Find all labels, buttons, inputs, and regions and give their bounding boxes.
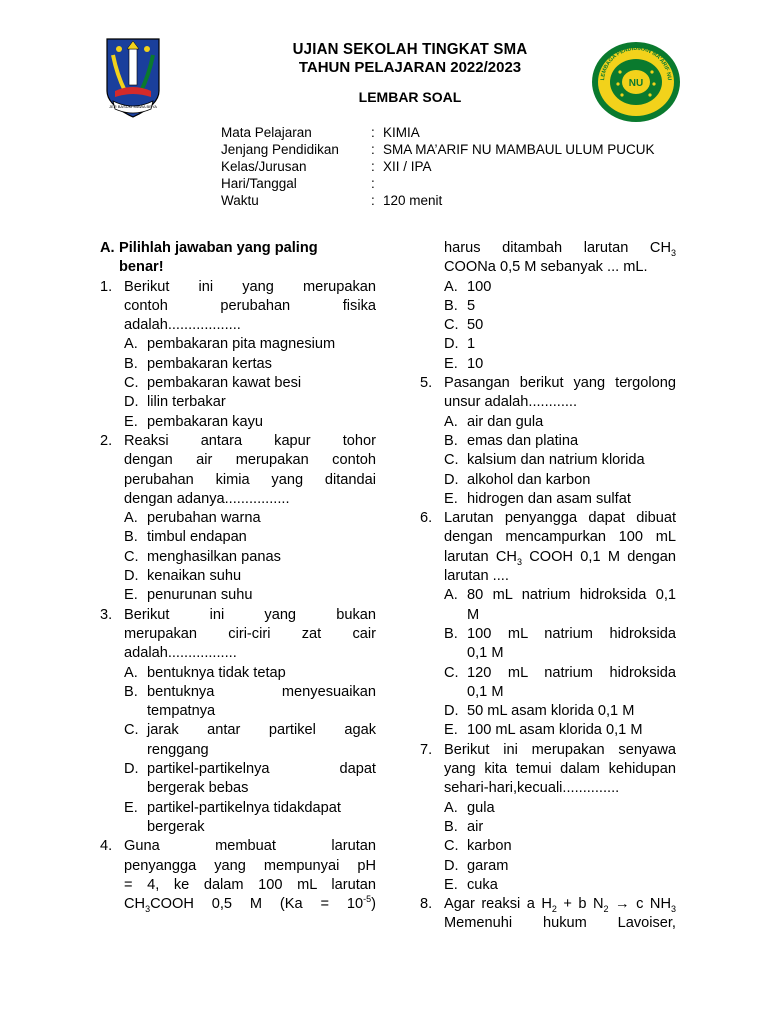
sheet-title: LEMBAR SOAL xyxy=(358,89,462,105)
option-letter: C. xyxy=(444,317,459,334)
info-colon: : xyxy=(371,159,375,174)
option-letter: B. xyxy=(444,818,458,835)
option xyxy=(444,702,676,721)
formula-part: COOH 0,5 M (Ka = 10 xyxy=(150,896,364,913)
option-text: bergerak bebas xyxy=(147,780,249,797)
question-number: 7. xyxy=(420,741,433,758)
question-line: dengan adanya................ xyxy=(124,490,290,507)
exam-info xyxy=(221,124,655,209)
option-text: gula xyxy=(467,799,495,816)
subscript: 3 xyxy=(145,904,151,914)
question-4-continued xyxy=(420,239,676,374)
question-line: merupakan ciri-ciri zat cair xyxy=(124,625,376,642)
option-text: cuka xyxy=(467,876,498,893)
subscript: 2 xyxy=(603,904,609,914)
question-line: penyangga yang mempunyai pH xyxy=(124,857,376,874)
option xyxy=(124,335,376,354)
info-row-time xyxy=(221,192,655,209)
option-letter: E. xyxy=(444,876,458,893)
question-line: unsur adalah............ xyxy=(444,394,578,411)
question-line: contoh perubahan fisika xyxy=(124,297,376,314)
option xyxy=(444,721,676,740)
formula-part: harus ditambah larutan CH xyxy=(444,240,671,256)
question-number: 8. xyxy=(420,896,433,913)
question-line: Berikut ini yang bukan xyxy=(124,606,376,623)
option-letter: D. xyxy=(124,761,139,778)
question-2 xyxy=(100,432,376,606)
question-line: yang kita temui dalam kehidupan xyxy=(444,761,676,778)
option xyxy=(444,278,676,297)
option xyxy=(444,818,676,837)
option xyxy=(444,355,676,374)
question-line: Pasangan berikut yang tergolong xyxy=(444,375,676,392)
option-text: pembakaran kayu xyxy=(147,413,264,430)
option xyxy=(444,316,676,335)
option xyxy=(444,625,676,664)
info-row-class xyxy=(221,158,655,175)
formula-part: ) xyxy=(371,896,376,913)
info-row-level xyxy=(221,141,655,158)
formula-part: larutan CH xyxy=(444,548,517,565)
question-line: dengan air merupakan contoh xyxy=(124,452,376,469)
option-text: 80 mL natrium hidroksida 0,1 xyxy=(467,587,676,604)
option-text: kalsium dan natrium klorida xyxy=(467,452,645,469)
info-row-subject xyxy=(221,124,655,141)
question-8 xyxy=(420,895,676,934)
right-column xyxy=(420,239,676,934)
option-letter: D. xyxy=(124,394,139,411)
question-line: sehari-hari,kecuali.............. xyxy=(444,780,620,797)
formula-part: COOH 0,1 M dengan xyxy=(521,548,676,565)
option-text: jarak antar partikel agak xyxy=(147,722,376,739)
option xyxy=(444,471,676,490)
question-6 xyxy=(420,509,676,741)
question-4 xyxy=(100,837,376,914)
subscript: 3 xyxy=(516,556,522,567)
formula-part: Agar reaksi a H xyxy=(444,896,552,913)
option-letter: C. xyxy=(444,664,459,681)
option xyxy=(124,393,376,412)
info-value: XII / IPA xyxy=(383,159,432,174)
option-letter: E. xyxy=(124,799,138,816)
option-text: emas dan platina xyxy=(467,432,579,449)
question-line: perubahan kimia yang ditandai xyxy=(124,471,376,488)
subscript: 3 xyxy=(671,904,677,914)
option-letter: A. xyxy=(124,336,138,353)
option xyxy=(444,857,676,876)
question-line: Berikut ini merupakan senyawa xyxy=(444,741,676,758)
option xyxy=(124,355,376,374)
option-text: 1 xyxy=(467,336,476,353)
info-value: SMA MA’ARIF NU MAMBAUL ULUM PUCUK xyxy=(383,142,655,157)
question-line: adalah................. xyxy=(124,645,237,662)
option-text: bentuknya menyesuaikan xyxy=(147,683,376,700)
option xyxy=(124,586,376,605)
option-letter: A. xyxy=(444,278,458,295)
option xyxy=(444,664,676,703)
option-letter: E. xyxy=(444,355,458,372)
section-heading xyxy=(100,239,376,278)
option xyxy=(444,335,676,354)
option xyxy=(124,509,376,528)
question-line: adalah.................. xyxy=(124,317,241,334)
question-line xyxy=(124,895,376,914)
question-5 xyxy=(420,374,676,509)
info-colon: : xyxy=(371,193,375,208)
option-letter: C. xyxy=(444,452,459,469)
question-line: Reaksi antara kapur tohor xyxy=(124,432,376,449)
info-label: Hari/Tanggal xyxy=(221,176,297,191)
option-letter: D. xyxy=(444,336,459,353)
option-text: 50 xyxy=(467,317,484,334)
subscript: 2 xyxy=(551,904,557,914)
reaction-arrow-icon: → xyxy=(615,896,630,913)
question-number: 6. xyxy=(420,510,433,527)
option-text: lilin terbakar xyxy=(147,394,226,411)
option-text: M xyxy=(467,606,480,623)
option xyxy=(444,837,676,856)
option-text: air dan gula xyxy=(467,413,544,430)
option-letter: B. xyxy=(444,625,458,642)
option xyxy=(444,490,676,509)
question-line xyxy=(444,548,676,567)
option xyxy=(124,413,376,432)
option-text: timbul endapan xyxy=(147,529,247,546)
option-text: partikel-partikelnya dapat xyxy=(147,761,376,778)
option xyxy=(444,451,676,470)
option xyxy=(444,297,676,316)
option-text: tempatnya xyxy=(147,703,216,720)
maarif-nu-emblem-logo xyxy=(590,40,682,124)
option-text: penurunan suhu xyxy=(147,587,253,604)
option xyxy=(444,876,676,895)
option-text: garam xyxy=(467,857,509,874)
option-letter: A. xyxy=(444,799,458,816)
question-line: COONa 0,5 M sebanyak ... mL. xyxy=(444,259,648,276)
option-text: hidrogen dan asam sulfat xyxy=(467,490,631,507)
question-3 xyxy=(100,606,376,838)
option-text: karbon xyxy=(467,838,512,855)
option xyxy=(444,586,676,625)
option-text: pembakaran pita magnesium xyxy=(147,336,336,353)
formula-part: c NH xyxy=(629,896,671,913)
option xyxy=(124,760,376,799)
option xyxy=(124,683,376,722)
option-letter: C. xyxy=(124,548,139,565)
option-letter: E. xyxy=(444,490,458,507)
option-text: perubahan warna xyxy=(147,510,261,527)
option xyxy=(124,528,376,547)
option-text: menghasilkan panas xyxy=(147,548,281,565)
option xyxy=(124,374,376,393)
option xyxy=(444,432,676,451)
crest-motto: JER BASUKI MAWA BEYA xyxy=(109,104,157,109)
question-line xyxy=(444,239,676,258)
section-instruction-line: benar! xyxy=(119,259,164,276)
section-instruction-line: Pilihlah jawaban yang paling xyxy=(119,240,318,256)
option xyxy=(124,799,376,838)
option-letter: D. xyxy=(444,857,459,874)
option-text: renggang xyxy=(147,741,209,758)
info-label: Waktu xyxy=(221,193,259,208)
academic-year: TAHUN PELAJARAN 2022/2023 xyxy=(298,59,522,76)
option-text: bergerak xyxy=(147,818,205,835)
superscript: -5 xyxy=(363,894,372,905)
question-number: 4. xyxy=(100,838,113,855)
formula-part: + b N xyxy=(556,896,604,913)
formula-part: CH xyxy=(124,896,146,913)
option xyxy=(124,548,376,567)
question-line xyxy=(444,895,676,914)
option xyxy=(124,721,376,760)
question-number: 2. xyxy=(100,432,113,449)
info-colon: : xyxy=(371,142,375,157)
option-letter: E. xyxy=(444,722,458,739)
option-letter: E. xyxy=(124,413,138,430)
question-line: dengan mencampurkan 100 mL xyxy=(444,529,676,546)
option-text: 100 mL natrium hidroksida xyxy=(467,625,676,642)
question-number: 5. xyxy=(420,375,433,392)
emblem-center-text: NU xyxy=(628,78,644,89)
option-letter: B. xyxy=(444,432,458,449)
section-letter: A. xyxy=(100,240,115,256)
info-value: KIMIA xyxy=(383,125,420,140)
option-letter: C. xyxy=(124,722,139,739)
question-line: Berikut ini yang merupakan xyxy=(124,278,376,295)
info-colon: : xyxy=(371,125,375,140)
info-label: Kelas/Jurusan xyxy=(221,159,307,174)
option xyxy=(444,413,676,432)
option xyxy=(444,799,676,818)
option xyxy=(124,567,376,586)
option-letter: A. xyxy=(124,510,138,527)
info-label: Mata Pelajaran xyxy=(221,125,312,140)
option-letter: D. xyxy=(124,568,139,585)
question-number: 3. xyxy=(100,606,113,623)
question-line: larutan .... xyxy=(444,568,509,585)
option-letter: D. xyxy=(444,703,459,720)
question-number: 1. xyxy=(100,278,113,295)
info-colon: : xyxy=(371,176,375,191)
question-1 xyxy=(100,278,376,432)
question-line: Memenuhi hukum Lavoiser, xyxy=(444,915,676,932)
option-letter: B. xyxy=(124,355,138,372)
exam-title: UJIAN SEKOLAH TINGKAT SMA xyxy=(292,40,528,59)
option-letter: A. xyxy=(444,587,458,604)
option-letter: C. xyxy=(124,375,139,392)
left-column xyxy=(100,239,376,914)
question-number-spacer xyxy=(420,239,444,374)
option xyxy=(124,664,376,683)
option-text: 100 xyxy=(467,278,492,295)
option-text: 5 xyxy=(467,297,476,314)
option-letter: B. xyxy=(124,683,138,700)
option-letter: A. xyxy=(124,664,138,681)
option-letter: B. xyxy=(124,529,138,546)
option-letter: C. xyxy=(444,838,459,855)
question-line: Larutan penyangga dapat dibuat xyxy=(444,510,676,527)
option-text: kenaikan suhu xyxy=(147,568,242,585)
option-text: 50 mL asam klorida 0,1 M xyxy=(467,703,635,720)
option-letter: E. xyxy=(124,587,138,604)
option-letter: B. xyxy=(444,297,458,314)
option-text: air xyxy=(467,818,484,835)
option-text: bentuknya tidak tetap xyxy=(147,664,286,681)
option-text: alkohol dan karbon xyxy=(467,471,591,488)
option-text: 0,1 M xyxy=(467,645,504,662)
info-label: Jenjang Pendidikan xyxy=(221,142,339,157)
option-text: pembakaran kawat besi xyxy=(147,375,302,392)
east-java-crest-logo xyxy=(103,35,163,120)
option-text: 10 xyxy=(467,355,484,372)
option-text: partikel-partikelnya tidakdapat xyxy=(147,799,341,816)
option-text: 0,1 M xyxy=(467,683,504,700)
option-text: 100 mL asam klorida 0,1 M xyxy=(467,722,643,739)
info-row-date xyxy=(221,175,655,192)
question-line: = 4, ke dalam 100 mL larutan xyxy=(124,876,376,893)
option-letter: A. xyxy=(444,413,458,430)
info-value: 120 menit xyxy=(383,193,443,208)
option-letter: D. xyxy=(444,471,459,488)
question-line: Guna membuat larutan xyxy=(124,838,376,855)
subscript: 3 xyxy=(670,247,676,258)
question-7 xyxy=(420,741,676,895)
option-text: pembakaran kertas xyxy=(147,355,272,372)
option-text: 120 mL natrium hidroksida xyxy=(467,664,676,681)
emblem-ring-text: LEMBAGA PENDIDIKAN MA'ARIF NU xyxy=(600,45,673,81)
